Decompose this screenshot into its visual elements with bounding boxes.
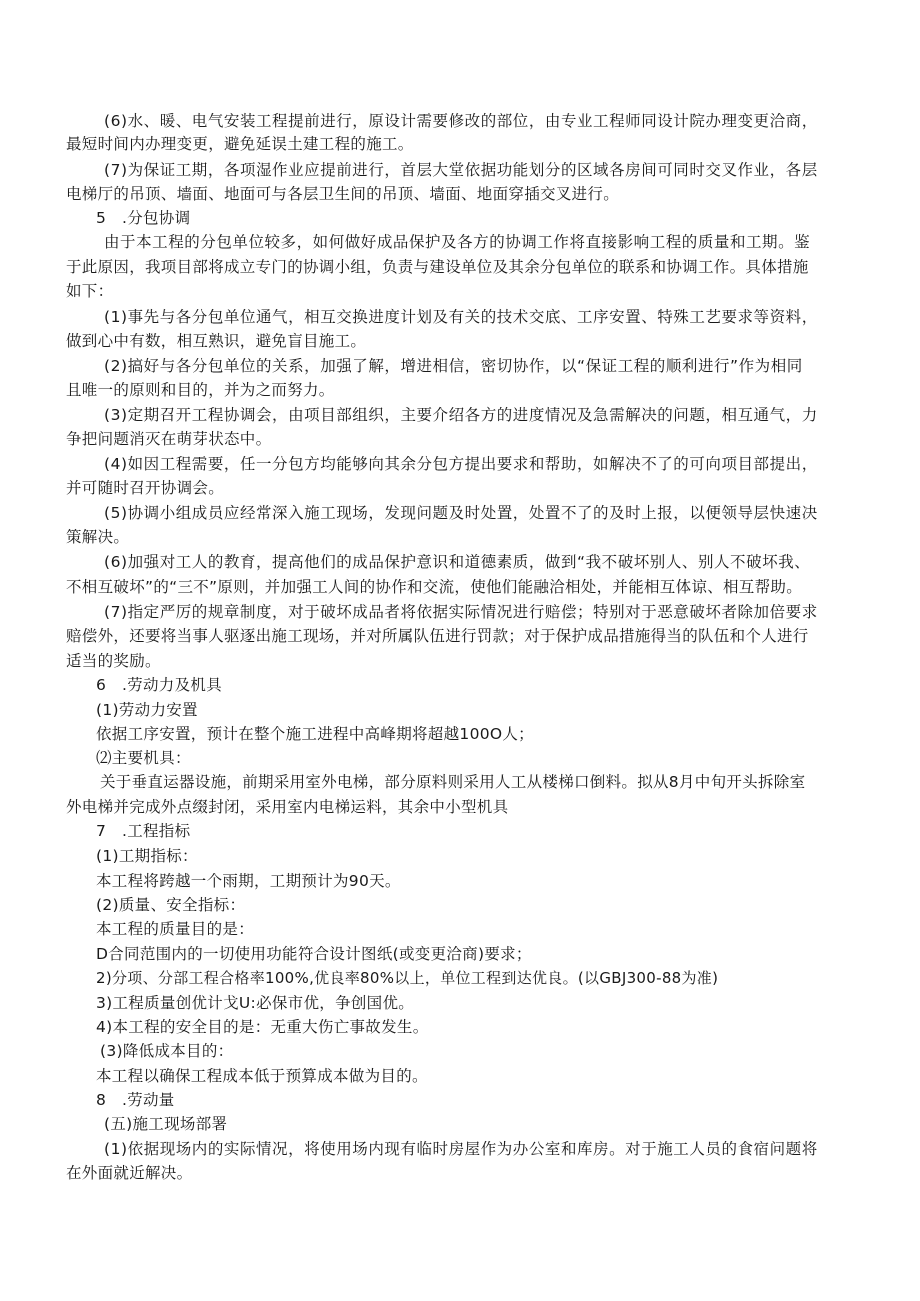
paragraph-line: (2)质量、安全指标： <box>96 896 246 914</box>
paragraph-line: D合同范围内的一切使用功能符合设计图纸(或变更洽商)要求； <box>96 945 532 963</box>
paragraph-line: 不相互破坏”的“三不”原则，并加强工人间的协作和交流，使他们能融洽相处，并能相互体谅、相互帮助。 <box>66 578 802 596</box>
paragraph-line: 电梯厅的吊顶、墙面、地面可与各层卫生间的吊顶、墙面、地面穿插交叉进行。 <box>66 185 620 203</box>
paragraph-line: 赔偿外，还要将当事人驱逐出施工现场，并对所属队伍进行罚款；对于保护成品措施得当的队伍和个人进行 <box>66 627 809 645</box>
paragraph-line: (2)搞好与各分包单位的关系，加强了解，增进相信，密切协作，以“保证工程的顺利进行”作为相同 <box>104 357 803 375</box>
paragraph-line: 本工程以确保工程成本低于预算成本做为目的。 <box>96 1067 428 1085</box>
paragraph-line: 2)分项、分部工程合格率100%,优良率80%以上，单位工程到达优良。(以GBJ300-88为准) <box>96 969 719 987</box>
paragraph-line: (7)为保证工期，各项湿作业应提前进行，首层大堂依据功能划分的区域各房间可同时交叉作业，各层 <box>104 161 818 179</box>
paragraph-line: 在外面就近解决。 <box>66 1164 193 1182</box>
paragraph-line: 于此原因，我项目部将成立专门的协调小组，负责与建设单位及其余分包单位的联系和协调工作。具体措施 <box>66 258 809 276</box>
paragraph-line: 争把问题消灭在萌芽状态中。 <box>66 430 272 448</box>
paragraph-line: 外电梯并完成外点缀封闭，采用室内电梯运料，其余中小型机具 <box>66 798 509 816</box>
paragraph-line: (1)依据现场内的实际情况，将使用场内现有临时房屋作为办公室和库房。对于施工人员的食宿问题将 <box>104 1140 818 1158</box>
section-heading: 5 .分包协调 <box>96 209 191 227</box>
section-heading: 8 .劳动量 <box>96 1091 175 1109</box>
paragraph-line: 4)本工程的安全目的是：无重大伤亡事故发生。 <box>96 1018 429 1036</box>
paragraph-line: 如下： <box>66 282 114 300</box>
paragraph-line: (1)事先与各分包单位通气，相互交换进度计划及有关的技术交底、工序安置、特殊工艺要求等资料， <box>104 308 818 326</box>
paragraph-line: 关于垂直运器设施，前期采用室外电梯，部分原料则采用人工从楼梯口倒料。拟从8月中旬开头拆除室 <box>100 773 806 791</box>
paragraph-line: ⑵主要机具： <box>96 749 191 767</box>
section-heading: 6 .劳动力及机具 <box>96 676 222 694</box>
paragraph-line: 本工程的质量目的是： <box>96 920 255 938</box>
paragraph-line: 做到心中有数，相互熟识，避免盲目施工。 <box>66 332 367 350</box>
paragraph-line: 并可随时召开协调会。 <box>66 479 225 497</box>
section-heading: (五)施工现场部署 <box>104 1115 228 1133</box>
paragraph-line: 依据工序安置，预计在整个施工进程中高峰期将超越100O人； <box>96 725 534 743</box>
paragraph-line: (5)协调小组成员应经常深入施工现场，发现问题及时处置，处置不了的及时上报，以便领导层快速决 <box>104 504 818 522</box>
paragraph-line: 3)工程质量创优计戈U:必保市优，争创国优。 <box>96 994 415 1012</box>
paragraph-line: (1)工期指标： <box>96 847 198 865</box>
paragraph-line: 适当的奖励。 <box>66 652 161 670</box>
paragraph-line: 且唯一的原则和目的，并为之而努力。 <box>66 381 335 399</box>
paragraph-line: (6)加强对工人的教育，提高他们的成品保护意识和道德素质，做到“我不破坏别人、别人不破坏我、 <box>104 553 811 571</box>
paragraph-line: (3)定期召开工程协调会，由项目部组织，主要介绍各方的进度情况及急需解决的问题，相互通气，力 <box>104 406 818 424</box>
paragraph-line: 由于本工程的分包单位较多，如何做好成品保护及各方的协调工作将直接影响工程的质量和工期。鉴 <box>104 233 811 251</box>
paragraph-line: (7)指定严厉的规章制度，对于破坏成品者将依据实际情况进行赔偿；特别对于恶意破坏者除加倍要求 <box>104 603 818 621</box>
paragraph-line: 最短时间内办理变更，避免延误土建工程的施工。 <box>66 135 414 153</box>
paragraph-line: 策解决。 <box>66 528 130 546</box>
paragraph-line: (1)劳动力安置 <box>96 701 198 719</box>
paragraph-line: (3)降低成本目的： <box>100 1042 234 1060</box>
paragraph-line: (4)如因工程需要，任一分包方均能够向其余分包方提出要求和帮助，如解决不了的可向项目部提出， <box>104 455 818 473</box>
paragraph-line: 本工程将跨越一个雨期，工期预计为90天。 <box>96 872 401 890</box>
section-heading: 7 .工程指标 <box>96 822 191 840</box>
paragraph-line: (6)水、暖、电气安装工程提前进行，原设计需要修改的部位，由专业工程师同设计院办理变更洽商， <box>104 112 818 130</box>
